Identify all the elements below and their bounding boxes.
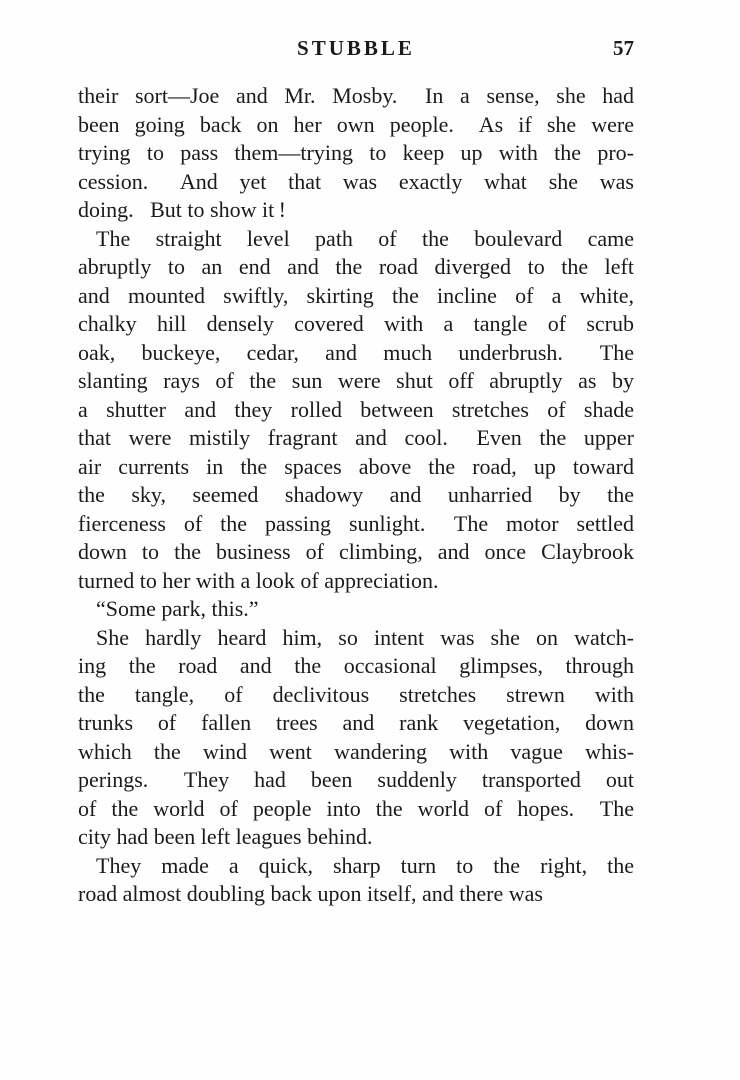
paragraph	[78, 595, 634, 624]
text-line: the sky, seemed shadowy and unharried by the	[78, 482, 634, 507]
text-line: trunks of fallen trees and rank vegetation, down	[78, 710, 634, 735]
page-body-text	[78, 82, 634, 909]
text-line: perings. They had been suddenly transported out	[78, 767, 634, 792]
text-line: doing. But to show it !	[78, 197, 286, 222]
text-line: oak, buckeye, cedar, and much underbrush. The	[78, 339, 634, 365]
text-line: fierceness of the passing sunlight. The motor settled	[78, 510, 634, 536]
text-line: of the world of people into the world of hopes. The	[78, 795, 634, 821]
text-line: cession. And yet that was exactly what she was	[78, 168, 634, 194]
text-line: their sort—Joe and Mr. Mosby. In a sense, she had	[78, 83, 634, 108]
text-line: The straight level path of the boulevard came	[96, 225, 634, 251]
chapter-title: STUBBLE	[297, 36, 415, 60]
text-line: trying to pass them—trying to keep up with the pro-	[78, 140, 634, 165]
text-line: and mounted swiftly, skirting the incline of a white,	[78, 282, 634, 308]
text-line: road almost doubling back upon itself, and there was	[78, 881, 543, 906]
text-line: abruptly to an end and the road diverged to the left	[78, 254, 634, 279]
text-line: She hardly heard him, so intent was she on watch-	[96, 624, 634, 650]
text-line: been going back on her own people. As if she were	[78, 111, 634, 137]
text-line: that were mistily fragrant and cool. Even the upper	[78, 425, 634, 450]
page-number: 57	[613, 36, 634, 60]
paragraph	[78, 225, 634, 596]
text-line: “Some park, this.”	[96, 596, 259, 621]
text-line: the tangle, of declivitous stretches strewn with	[78, 681, 634, 707]
paragraph	[78, 852, 634, 909]
text-line: slanting rays of the sun were shut off abruptly as by	[78, 368, 634, 393]
running-header	[78, 36, 634, 66]
paragraph	[78, 624, 634, 852]
text-line: air currents in the spaces above the road, up toward	[78, 453, 634, 479]
text-line: turned to her with a look of appreciation.	[78, 567, 439, 593]
book-page	[78, 36, 634, 909]
text-line: ing the road and the occasional glimpses, through	[78, 653, 634, 678]
text-line: a shutter and they rolled between stretches of shade	[78, 396, 634, 422]
text-line: city had been left leagues behind.	[78, 824, 373, 849]
text-line: chalky hill densely covered with a tangle of scrub	[78, 311, 634, 336]
text-line: They made a quick, sharp turn to the right, the	[96, 852, 634, 878]
text-line: which the wind went wandering with vague whis-	[78, 738, 634, 764]
text-line: down to the business of climbing, and once Claybrook	[78, 539, 634, 564]
paragraph	[78, 82, 634, 225]
